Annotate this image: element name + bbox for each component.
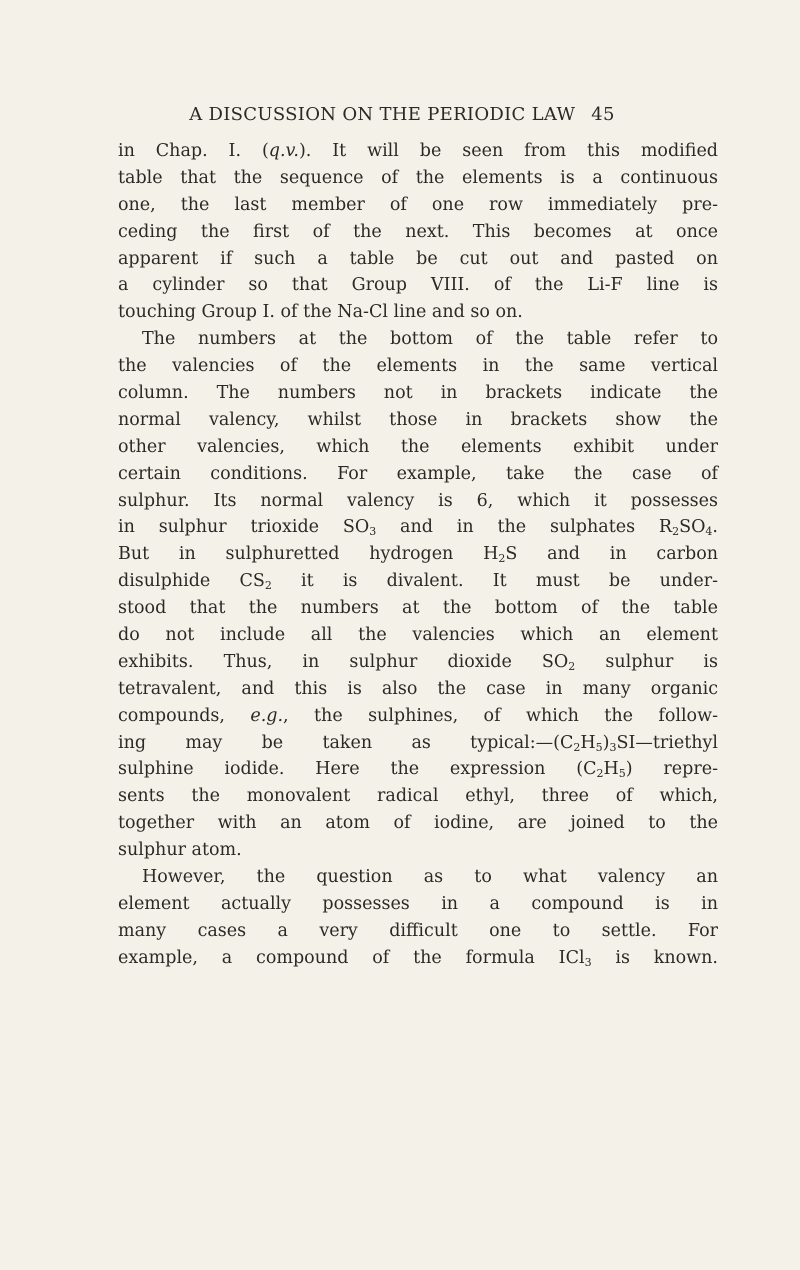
text-run: it is divalent. It must be under-	[271, 571, 718, 592]
text-line	[118, 192, 718, 219]
subscript: 3	[369, 525, 377, 539]
text-run: )	[602, 732, 610, 753]
text-run: do not include all the valencies which an element	[118, 625, 718, 646]
text-run: H	[603, 759, 619, 780]
text-run: column. The numbers not in brackets indicate the	[118, 383, 718, 404]
text-run: sents the monovalent radical ethyl, three of which,	[118, 786, 718, 807]
text-run: ). It will be seen from this modified	[298, 141, 719, 161]
text-line	[118, 568, 718, 595]
text-run: compounds,	[118, 705, 251, 726]
running-title: A DISCUSSION ON THE PERIODIC LAW	[189, 104, 576, 125]
text-run: normal valency, whilst those in brackets show the	[118, 409, 718, 430]
subscript: 2	[596, 767, 604, 781]
text-run: ceding the first of the next. This becomes at once	[118, 221, 718, 242]
text-line	[118, 246, 718, 273]
text-line	[118, 837, 718, 864]
subscript: 3	[609, 740, 617, 754]
subscript: 2	[573, 740, 581, 754]
text-line	[118, 730, 718, 757]
text-line	[118, 353, 718, 380]
text-line	[118, 326, 718, 353]
text-run: the valencies of the elements in the same vertical	[118, 356, 718, 377]
body-text	[118, 138, 718, 972]
running-head	[92, 104, 712, 125]
text-run: But in sulphuretted hydrogen H	[118, 544, 499, 565]
text-run: many cases a very difficult one to settle. For	[118, 920, 718, 941]
text-run: S and in carbon	[505, 544, 719, 565]
text-run: SI—triethyl	[616, 732, 718, 753]
text-line	[118, 272, 718, 299]
text-line	[118, 434, 718, 461]
text-line	[118, 219, 718, 246]
text-run: sulphur is	[575, 651, 719, 672]
text-run: element actually possesses in a compound is in	[118, 893, 718, 914]
text-line	[118, 488, 718, 515]
subscript: 4	[705, 525, 713, 539]
text-line	[118, 380, 718, 407]
text-line	[118, 891, 718, 918]
subscript: 5	[595, 740, 603, 754]
text-run: tetravalent, and this is also the case in many organic	[118, 678, 718, 699]
subscript: 2	[672, 525, 680, 539]
text-run: in Chap. I. (	[118, 141, 269, 161]
text-run: However, the question as to what valency an	[142, 867, 718, 888]
text-line	[118, 138, 718, 165]
text-line	[118, 541, 718, 568]
italic-text: e.g.	[250, 705, 284, 726]
text-run: , the sulphines, of which the follow-	[283, 705, 718, 726]
text-run: in sulphur trioxide SO	[118, 517, 370, 538]
subscript: 2	[498, 552, 506, 566]
text-run: apparent if such a table be cut out and pasted on	[118, 248, 718, 269]
text-run: sulphur atom.	[118, 840, 242, 861]
subscript: 2	[568, 659, 576, 673]
text-line	[118, 810, 718, 837]
text-run: The numbers at the bottom of the table refer to	[142, 329, 718, 350]
text-line	[118, 514, 718, 541]
text-line	[118, 165, 718, 192]
subscript: 5	[618, 767, 626, 781]
text-line	[118, 756, 718, 783]
text-run: H	[580, 732, 596, 753]
text-line	[118, 622, 718, 649]
text-run: other valencies, which the elements exhibit under	[118, 436, 718, 457]
text-line	[118, 299, 718, 326]
text-line	[118, 918, 718, 945]
text-line	[118, 676, 718, 703]
text-run: a cylinder so that Group VIII. of the Li-F line is	[118, 275, 718, 296]
text-line	[118, 461, 718, 488]
text-run: sulphur. Its normal valency is 6, which it possesses	[118, 490, 718, 511]
page-number: 45	[591, 104, 615, 125]
text-run: SO	[679, 517, 706, 538]
text-run: stood that the numbers at the bottom of the table	[118, 598, 718, 619]
subscript: 3	[584, 955, 592, 969]
text-run: table that the sequence of the elements is a continuous	[118, 167, 718, 188]
text-line	[118, 864, 718, 891]
text-run: example, a compound of the formula ICl	[118, 947, 585, 968]
subscript: 2	[264, 579, 272, 593]
text-run: sulphine iodide. Here the expression (C	[118, 759, 597, 780]
text-run: exhibits. Thus, in sulphur dioxide SO	[118, 651, 569, 672]
text-line	[118, 407, 718, 434]
text-line	[118, 595, 718, 622]
text-line	[118, 649, 718, 676]
text-run: ing may be taken as typical:—(C	[118, 732, 574, 753]
text-run: together with an atom of iodine, are joined to the	[118, 813, 718, 834]
text-run: and in the sulphates R	[376, 517, 673, 538]
text-line	[118, 703, 718, 730]
text-run: ) repre-	[625, 759, 718, 780]
italic-text: q.v.	[268, 141, 299, 161]
text-line	[118, 945, 718, 972]
text-run: certain conditions. For example, take the case of	[118, 463, 718, 484]
text-run: one, the last member of one row immediately pre-	[118, 194, 718, 215]
text-run: .	[712, 517, 718, 538]
text-run: disulphide CS	[118, 571, 265, 592]
text-run: touching Group I. of the Na-Cl line and so on.	[118, 302, 523, 323]
text-line	[118, 783, 718, 810]
text-run: is known.	[591, 947, 718, 968]
